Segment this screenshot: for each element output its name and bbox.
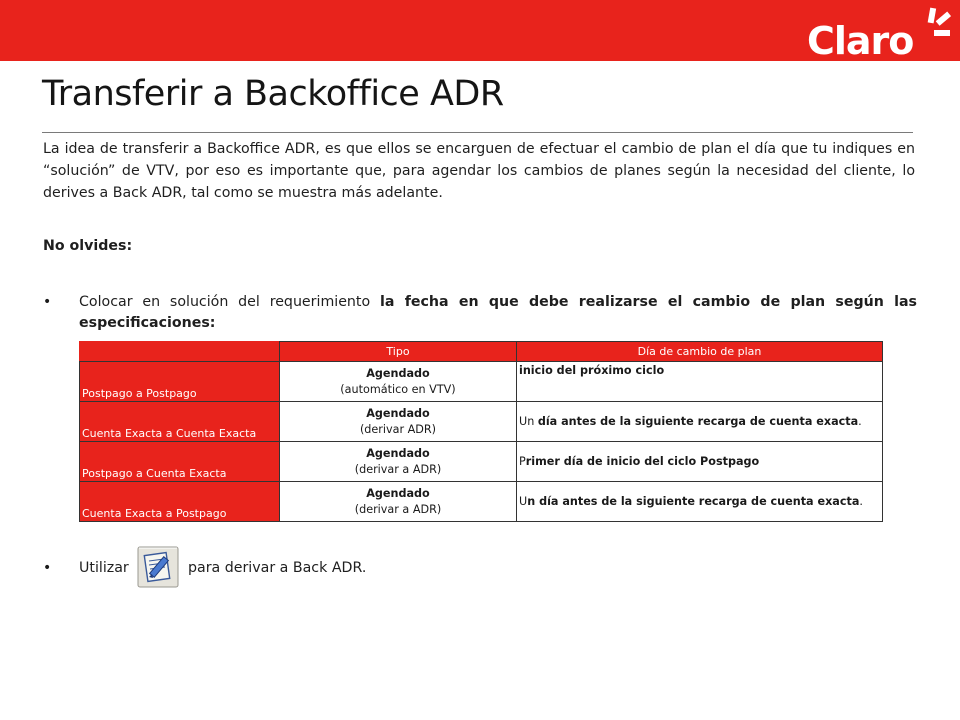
row-mode-detail: (derivar a ADR) — [354, 502, 442, 516]
row-category: Postpago a Cuenta Exacta — [80, 442, 280, 482]
bullet-utilizar-after: para derivar a Back ADR. — [188, 560, 367, 576]
row-category: Cuenta Exacta a Postpago — [80, 482, 280, 522]
row-mode — [280, 442, 517, 482]
row-mode-detail: (automático en VTV) — [340, 382, 456, 396]
table-header-tipo: Tipo — [280, 342, 517, 362]
row-day-bold: día antes de la siguiente recarga de cuenta exacta — [537, 415, 859, 428]
row-day — [517, 482, 883, 522]
bullet-utilizar-before: Utilizar — [79, 560, 129, 576]
row-mode — [280, 362, 517, 402]
row-day-suffix: . — [859, 495, 863, 508]
row-mode-label: Agendado — [366, 406, 430, 420]
bullet-fecha — [43, 292, 917, 334]
claro-logo — [802, 4, 952, 60]
row-mode — [280, 402, 517, 442]
notepad-pencil-icon[interactable] — [137, 546, 179, 588]
row-day — [517, 402, 883, 442]
note-heading: No olvides: — [43, 238, 133, 254]
row-day-suffix: . — [858, 415, 862, 428]
row-day — [517, 442, 883, 482]
bullet-fecha-text — [79, 292, 917, 334]
page-title: Transferir a Backoffice ADR — [42, 74, 504, 114]
table-row — [80, 402, 883, 442]
table-row — [80, 362, 883, 402]
title-divider — [42, 132, 913, 133]
bullet-dot: • — [43, 560, 52, 576]
brand-bar — [0, 0, 960, 61]
row-day-prefix: P — [519, 455, 526, 468]
row-mode — [280, 482, 517, 522]
bullet-utilizar — [43, 558, 643, 588]
row-mode-detail: (derivar a ADR) — [354, 462, 442, 476]
bullet-fecha-bold: la fecha en que debe realizarse el cambio de plan según las especificaciones: — [79, 294, 917, 331]
table-header-row — [80, 342, 883, 362]
table-row — [80, 442, 883, 482]
table-row — [80, 482, 883, 522]
row-mode-label: Agendado — [366, 366, 430, 380]
claro-logo-text: Claro — [807, 19, 914, 60]
row-day-prefix: Un — [519, 415, 538, 428]
plan-change-table — [79, 341, 883, 522]
row-day-bold: inicio del próximo ciclo — [519, 364, 665, 377]
row-category: Postpago a Postpago — [80, 362, 280, 402]
row-day-bold: rimer día de inicio del ciclo Postpago — [525, 455, 760, 468]
row-mode-detail: (derivar ADR) — [359, 422, 437, 436]
row-day-bold: n día antes de la siguiente recarga de cuenta exacta — [527, 495, 860, 508]
bullet-dot: • — [43, 294, 52, 310]
row-mode-label: Agendado — [366, 486, 430, 500]
row-day-prefix: U — [519, 495, 528, 508]
row-mode-label: Agendado — [366, 446, 430, 460]
table-header-dia: Día de cambio de plan — [517, 342, 883, 362]
row-day — [517, 362, 883, 402]
bullet-fecha-prefix: Colocar en solución del requerimiento — [79, 294, 380, 310]
intro-paragraph: La idea de transferir a Backoffice ADR, es que ellos se encarguen de efectuar el cambio de plan el día que tu indiques en “solución” de VTV, por eso es importante que, para agendar los cambios de planes según la necesidad del cliente, lo derives a Back ADR, tal como se muestra más adelante. — [43, 141, 915, 201]
table-header-blank — [80, 342, 280, 362]
row-category: Cuenta Exacta a Cuenta Exacta — [80, 402, 280, 442]
